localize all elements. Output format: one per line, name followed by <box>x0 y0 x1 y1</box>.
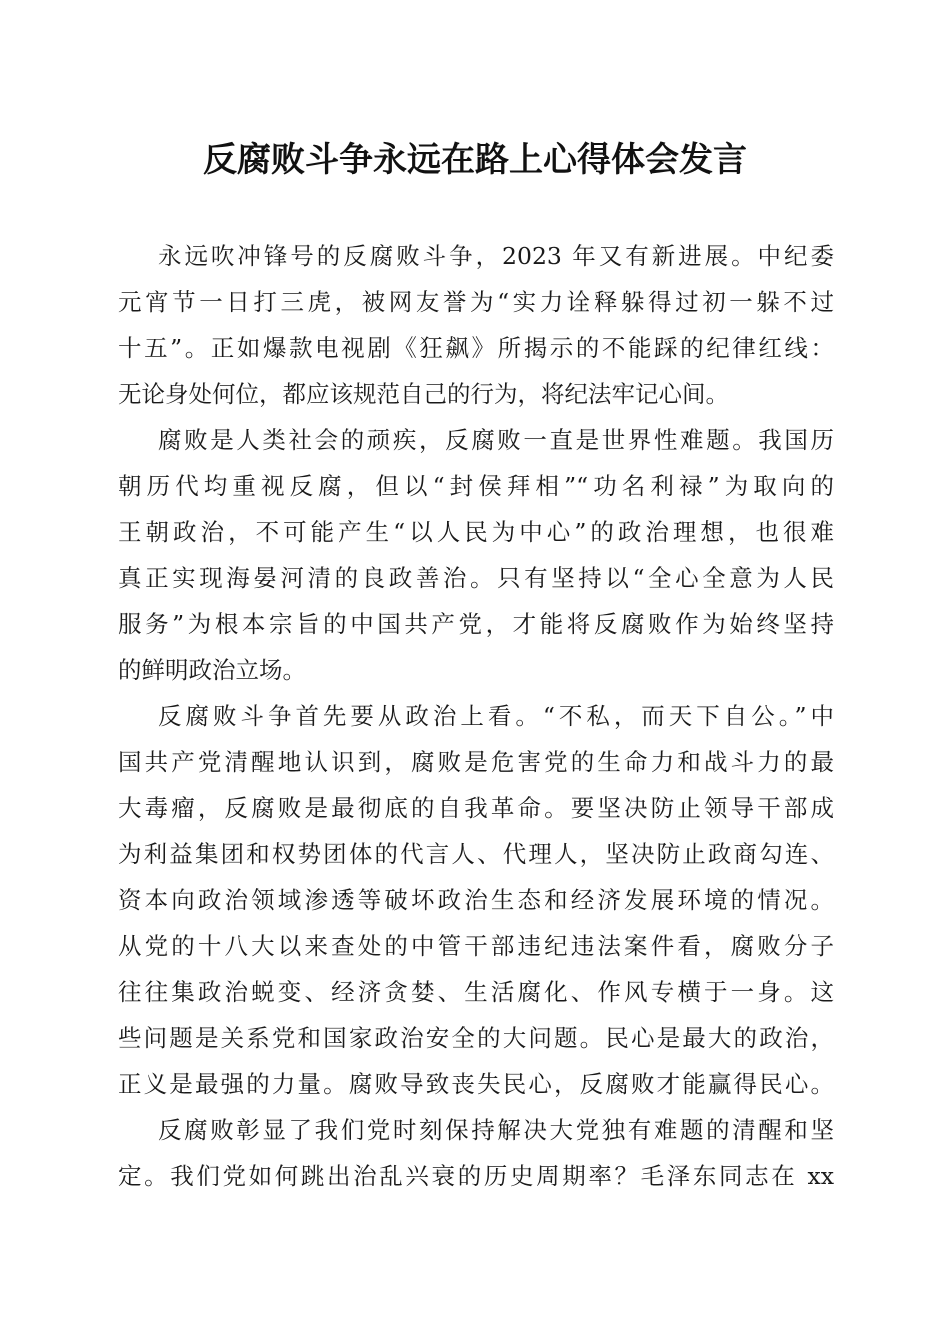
text-line: 永远吹冲锋号的反腐败斗争，2023 年又有新进展。中纪委 <box>158 242 834 270</box>
text-line: 大毒瘤，反腐败是最彻底的自我革命。要坚决防止领导干部成 <box>118 794 834 822</box>
document-title: 反腐败斗争永远在路上心得体会发言 <box>203 140 747 180</box>
document-body <box>118 233 834 1199</box>
text-line: 从党的十八大以来查处的中管干部违纪违法案件看，腐败分子 <box>118 932 834 960</box>
text-line: 元宵节一日打三虎，被网友誉为“实力诠释躲得过初一躲不过 <box>118 288 834 316</box>
text-line: 往往集政治蜕变、经济贪婪、生活腐化、作风专横于一身。这 <box>118 978 834 1006</box>
text-line: 反腐败斗争首先要从政治上看。“不私，而天下自公。”中 <box>158 702 834 730</box>
text-line: 服务”为根本宗旨的中国共产党，才能将反腐败作为始终坚持 <box>118 610 834 638</box>
text-line: 真正实现海晏河清的良政善治。只有坚持以“全心全意为人民 <box>118 564 834 592</box>
text-line: 腐败是人类社会的顽疾，反腐败一直是世界性难题。我国历 <box>158 426 834 454</box>
text-line: 些问题是关系党和国家政治安全的大问题。民心是最大的政治， <box>118 1024 834 1052</box>
text-line: 的鲜明政治立场。 <box>118 656 306 684</box>
text-line: 无论身处何位，都应该规范自己的行为，将纪法牢记心间。 <box>118 380 729 408</box>
text-line: 资本向政治领域渗透等破坏政治生态和经济发展环境的情况。 <box>118 886 834 914</box>
text-line: 朝历代均重视反腐，但以“封侯拜相”“功名利禄”为取向的 <box>118 472 834 500</box>
text-line: 国共产党清醒地认识到，腐败是危害党的生命力和战斗力的最 <box>118 748 834 776</box>
text-line: 定。我们党如何跳出治乱兴衰的历史周期率？毛泽东同志在 xx <box>118 1162 834 1190</box>
text-line: 十五”。正如爆款电视剧《狂飙》所揭示的不能踩的纪律红线： <box>118 334 834 362</box>
text-line: 为利益集团和权势团体的代言人、代理人，坚决防止政商勾连、 <box>118 840 834 868</box>
text-line: 正义是最强的力量。腐败导致丧失民心，反腐败才能赢得民心。 <box>118 1070 834 1098</box>
text-line: 反腐败彰显了我们党时刻保持解决大党独有难题的清醒和坚 <box>158 1116 834 1144</box>
text-line: 王朝政治，不可能产生“以人民为中心”的政治理想，也很难 <box>118 518 834 546</box>
